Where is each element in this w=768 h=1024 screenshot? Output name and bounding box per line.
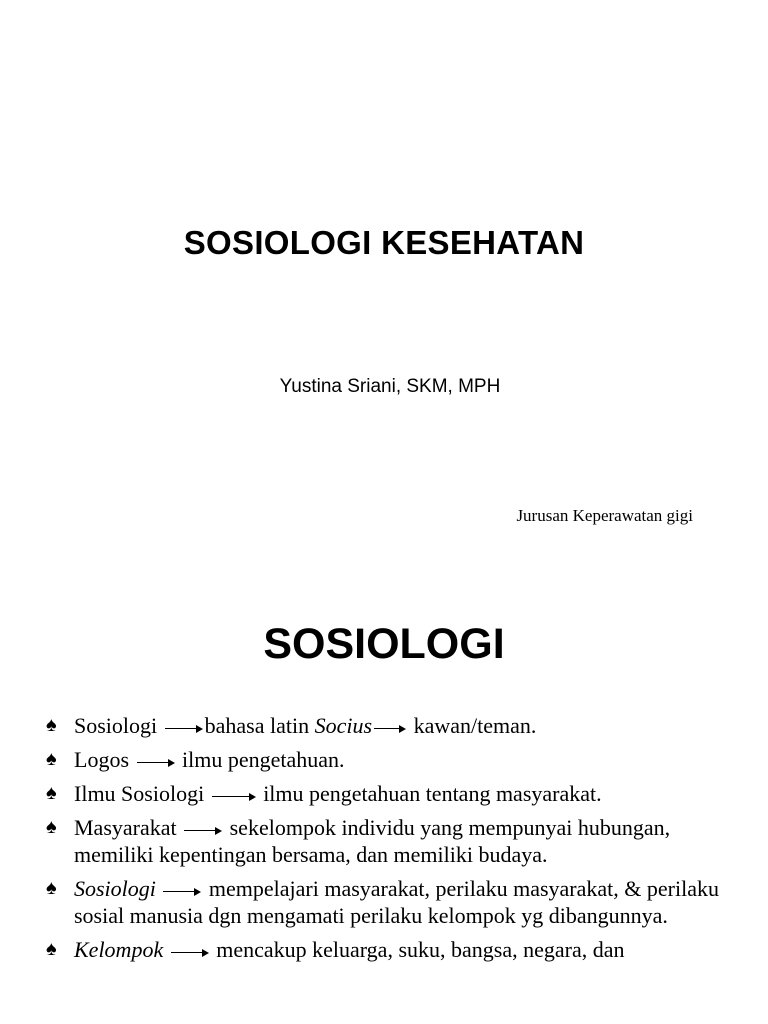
list-item	[46, 780, 726, 807]
term: Masyarakat	[74, 815, 177, 840]
arrow-right-icon	[163, 886, 201, 896]
list-item	[46, 712, 726, 739]
term-description: sekelompok individu yang mempunyai hubungan, memiliki kepentingan bersama, dan memiliki budaya.	[74, 815, 671, 867]
spade-bullet-icon: ♠	[46, 816, 57, 838]
spade-bullet-icon: ♠	[46, 748, 57, 770]
term: Sosiologi	[74, 876, 156, 901]
spade-bullet-icon: ♠	[46, 782, 57, 804]
list-item	[46, 936, 726, 963]
slide-title: SOSIOLOGI	[263, 620, 505, 668]
term-description: mempelajari masyarakat, perilaku masyarakat, & perilaku sosial manusia dgn mengamati perilaku kelompok yg dibangunnya.	[74, 876, 719, 928]
term-description: kawan/teman.	[413, 713, 537, 738]
spade-bullet-icon: ♠	[46, 938, 57, 960]
department-label: Jurusan Keperawatan gigi	[516, 506, 693, 525]
arrow-right-icon	[184, 825, 222, 835]
author-name: Yustina Sriani, SKM, MPH	[279, 376, 501, 397]
spade-bullet-icon: ♠	[46, 714, 57, 736]
content-slide	[0, 576, 768, 1024]
term-description: bahasa latin	[204, 713, 310, 738]
list-item	[46, 746, 726, 773]
term: Logos	[74, 747, 129, 772]
main-title: SOSIOLOGI KESEHATAN	[183, 224, 585, 261]
arrow-right-icon	[137, 757, 175, 767]
list-item	[46, 814, 726, 868]
term-latin: Socius	[314, 713, 373, 738]
term: Ilmu Sosiologi	[74, 781, 205, 806]
term-description: ilmu pengetahuan.	[182, 747, 345, 772]
definition-list	[46, 712, 726, 970]
term-description: ilmu pengetahuan tentang masyarakat.	[263, 781, 602, 806]
arrow-right-icon	[374, 723, 406, 733]
term: Kelompok	[74, 937, 164, 962]
arrow-right-icon	[212, 791, 256, 801]
arrow-right-icon	[171, 947, 209, 957]
arrow-right-icon	[165, 723, 203, 733]
list-item	[46, 875, 726, 929]
term-description: mencakup keluarga, suku, bangsa, negara, dan	[216, 937, 625, 962]
term: Sosiologi	[74, 713, 158, 738]
spade-bullet-icon: ♠	[46, 877, 57, 899]
